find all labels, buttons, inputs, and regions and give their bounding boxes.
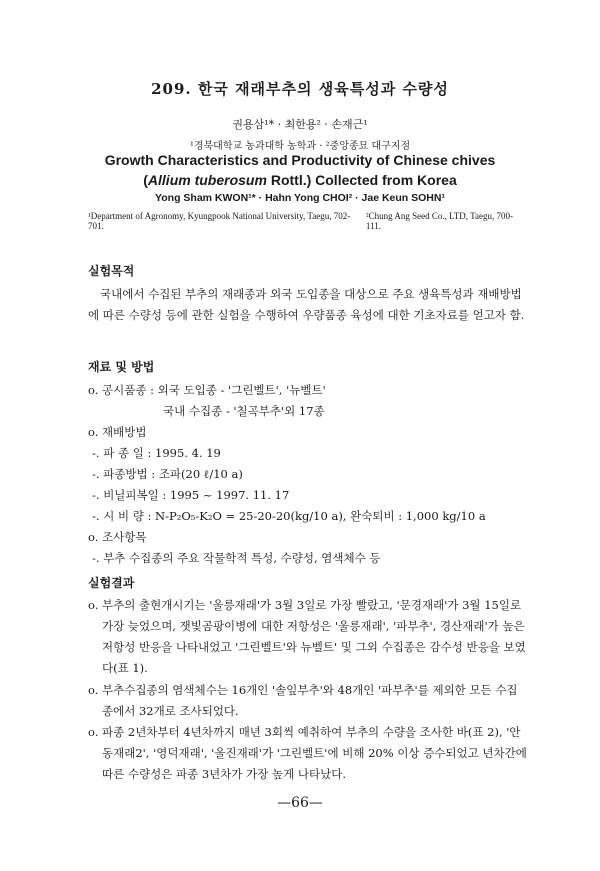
- results-bullet: o.: [88, 725, 99, 739]
- paper-title-korean: 209. 한국 재래부추의 생육특성과 수량성: [151, 80, 449, 98]
- results-item-text: 파종 2년차부터 4년차까지 매년 3회씩 예취하여 부추의 수량을 조사한 바(표 2), '안동재래2', '영덕재래', '울진재래'가 '그린벨트'에 비해 20% 이상 증수되었고 년차간에 따른 수량성은 파종 3년차가 가장 높게 나타났다.: [102, 725, 527, 781]
- objective-heading: 실험목적: [88, 264, 135, 278]
- affiliation-english-2: ²Chung Ang Seed Co., LTD, Taegu, 700-111.: [365, 211, 513, 231]
- page-number: —66—: [277, 795, 323, 811]
- title-en-line2-rest: Rottl.) Collected from Korea: [266, 172, 457, 188]
- objective-text: 국내에서 수집된 부추의 재래종과 외국 도입종을 대상으로 주요 생육특성과 재배방법에 따른 수량성 등에 관한 실험을 수행하여 우량품종 육성에 대한 기초자료를 얻고자 함.: [88, 287, 525, 322]
- results-item: [88, 722, 528, 785]
- species-name: Allium tuberosum: [147, 172, 267, 188]
- methods-line: -. 부추 수집종의 주요 작물학적 특성, 수량성, 염색체수 등: [92, 551, 381, 565]
- methods-line: o. 조사항목: [88, 530, 147, 544]
- authors-korean: 권용삼¹* · 최한용² · 손재근¹: [232, 118, 368, 131]
- results-item-text: 부추의 출현개시기는 '울릉재래'가 3월 3일로 가장 빨랐고, '문경재래'가 3월 15일로 가장 늦었으며, 잿빛곰팡이병에 대한 저항성은 '울릉재래', '파부추', 경산재래'가 높은 저항성 반응을 나타내었고 '그린벨트'와 뉴벨트' 및 그외 수집종은 감수성 반응을 보였다(표 1).: [102, 598, 526, 675]
- affiliation-english-1: ¹Department of Agronomy, Kyungpook National University, Taegu, 702-701.: [88, 211, 351, 231]
- affiliation-korean: ¹경북대학교 농과대학 농학과 · ²중앙종묘 대구지점: [189, 141, 411, 152]
- results-bullet: o.: [88, 683, 99, 697]
- paper-title-english-line1: Growth Characteristics and Productivity of Chinese chives: [104, 152, 496, 168]
- methods-line: -. 시 비 량 : N-P₂O₅-K₂O = 25-20-20(kg/10 a), 완숙퇴비 : 1,000 kg/10 a: [92, 509, 486, 523]
- authors-english: Yong Sham KWON¹* · Hahn Yong CHOI² · Jae Keun SOHN¹: [155, 192, 445, 204]
- methods-line: -. 비닐피복일 : 1995 ~ 1997. 11. 17: [92, 488, 290, 502]
- paper-title-english-line2: (Allium tuberosum Rottl.) Collected from Korea: [143, 172, 457, 188]
- methods-line: -. 파종방법 : 조파(20 ℓ/10 a): [92, 467, 243, 481]
- methods-line: -. 파 종 일 : 1995. 4. 19: [92, 446, 221, 460]
- results-item-text: 부추수집종의 염색체수는 16개인 '솔잎부추'와 48개인 '파부추'를 제외한 모든 수집종에서 32개로 조사되었다.: [102, 683, 518, 718]
- results-heading: 실험결과: [88, 576, 135, 590]
- results-item: [88, 595, 528, 679]
- results-bullet: o.: [88, 598, 99, 612]
- methods-line: 국내 수집종 - '칠곡부추'외 17종: [163, 404, 325, 418]
- methods-line: o. 재배방법: [88, 425, 147, 439]
- results-item: [88, 680, 528, 722]
- methods-line: o. 공시품종 : 외국 도입종 - '그린벨트', '뉴벨트': [88, 383, 326, 397]
- methods-heading: 재료 및 방법: [88, 360, 155, 374]
- affiliation-english: [88, 211, 528, 231]
